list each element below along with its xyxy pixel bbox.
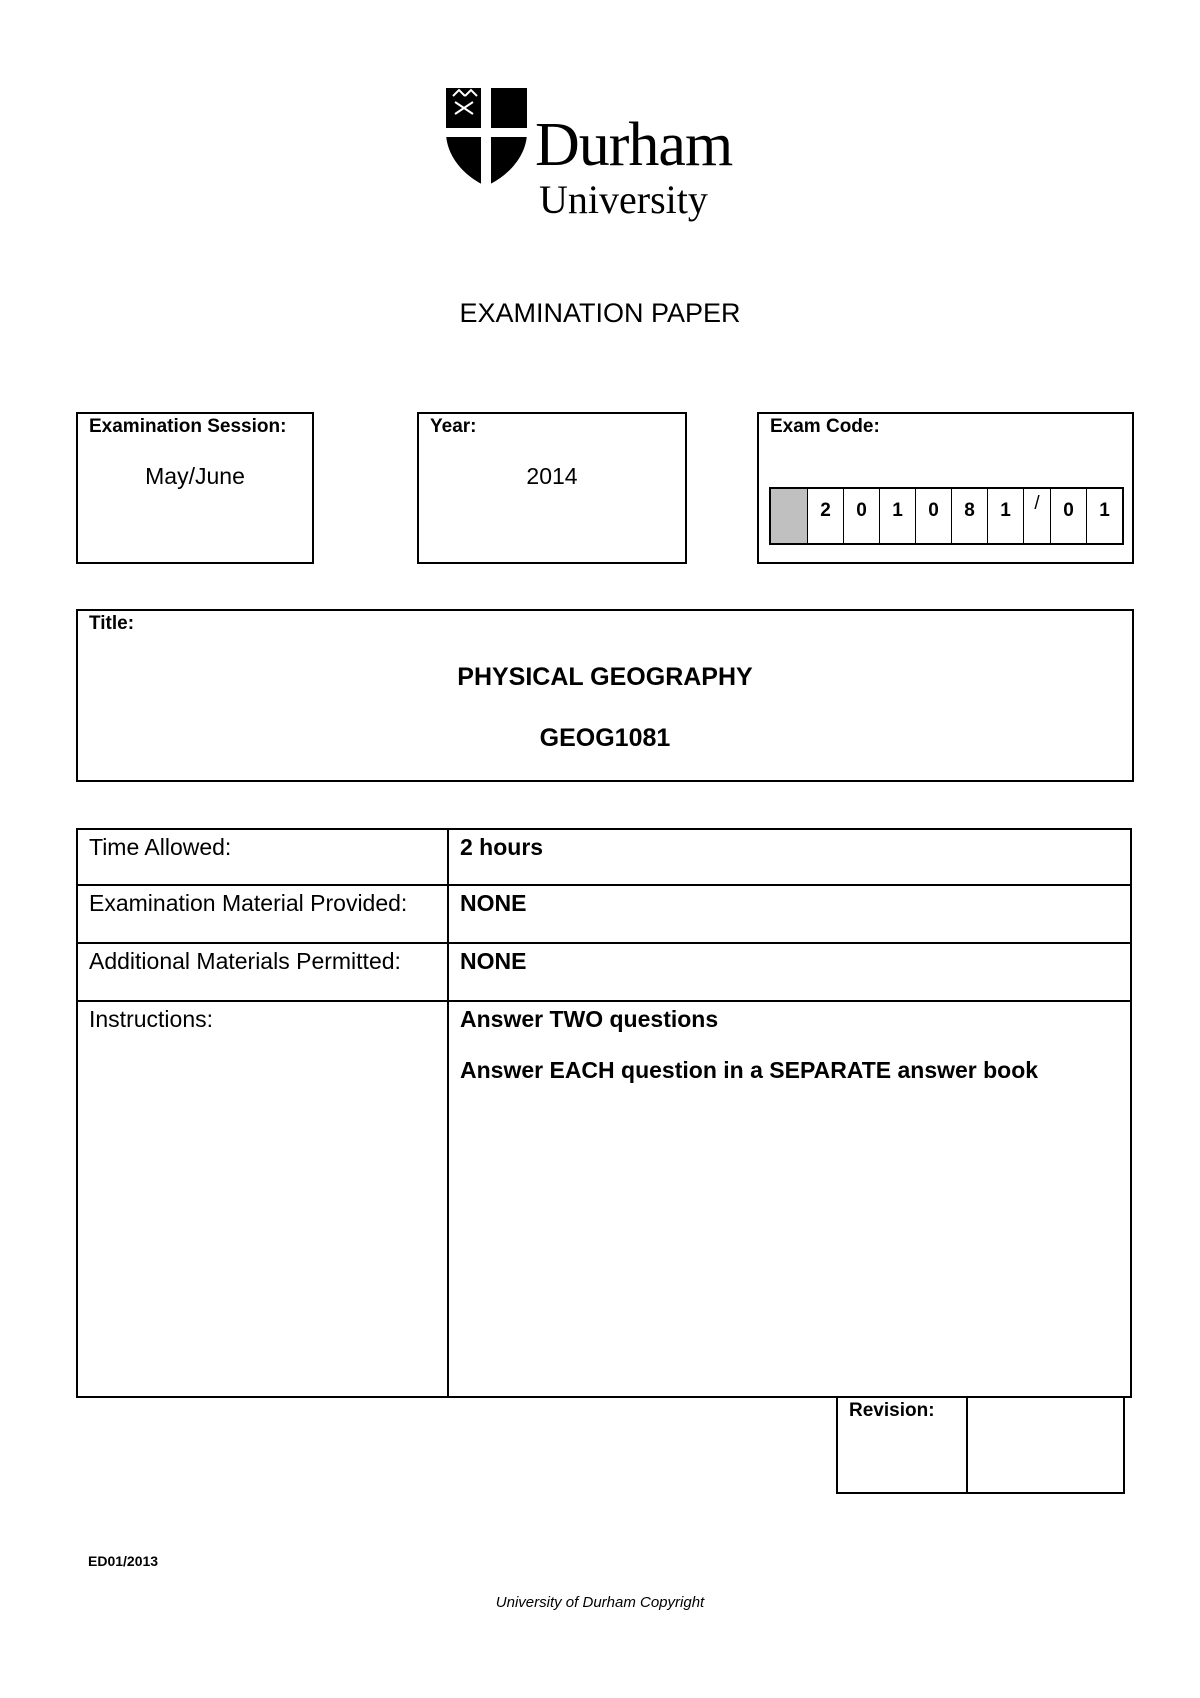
material-provided-label: Examination Material Provided: [77, 885, 448, 943]
table-row [77, 1001, 1131, 1397]
instructions-value [448, 1001, 1131, 1397]
additional-materials-label: Additional Materials Permitted: [77, 943, 448, 1001]
title-box [76, 609, 1134, 782]
table-row [77, 829, 1131, 885]
exam-details-table [76, 828, 1132, 1398]
table-row [77, 885, 1131, 943]
exam-code-cell: 1 [879, 489, 915, 543]
course-title: PHYSICAL GEOGRAPHY [457, 663, 753, 691]
session-value: May/June [145, 463, 245, 489]
form-code: ED01/2013 [88, 1553, 159, 1569]
year-label: Year: [430, 416, 477, 437]
crest-icon [443, 86, 533, 186]
year-box [417, 412, 687, 564]
revision-divider [966, 1396, 968, 1492]
exam-code-cells [769, 487, 1124, 545]
instructions-label: Instructions: [77, 1001, 448, 1397]
time-allowed-label: Time Allowed: [77, 829, 448, 885]
title-label: Title: [89, 613, 135, 634]
exam-heading: EXAMINATION PAPER [459, 298, 741, 328]
revision-label: Revision: [849, 1400, 935, 1421]
exam-code-cell: 0 [843, 489, 879, 543]
exam-code-cell: 8 [951, 489, 987, 543]
instruction-line: Answer TWO questions [460, 1006, 719, 1032]
material-provided-value: NONE [448, 885, 1131, 943]
additional-materials-value: NONE [448, 943, 1131, 1001]
copyright-notice: University of Durham Copyright [495, 1594, 705, 1611]
logo-subname: University [539, 177, 708, 222]
exam-code-label: Exam Code: [770, 416, 880, 437]
course-code: GEOG1081 [539, 724, 671, 752]
exam-code-cell: 1 [987, 489, 1023, 543]
logo-name: Durham [535, 111, 733, 179]
exam-code-cell: 2 [807, 489, 843, 543]
table-row [77, 943, 1131, 1001]
exam-code-cell: 0 [1050, 489, 1086, 543]
instruction-line: Answer EACH question in a SEPARATE answer book [460, 1057, 1039, 1083]
time-allowed-value: 2 hours [448, 829, 1131, 885]
exam-code-cell [771, 489, 807, 543]
session-box [76, 412, 314, 564]
revision-box [836, 1396, 1125, 1494]
exam-code-cell: 0 [915, 489, 951, 543]
exam-code-cell: 1 [1086, 489, 1122, 543]
session-label: Examination Session: [89, 416, 287, 437]
durham-university-logo [443, 86, 773, 231]
year-value: 2014 [526, 463, 578, 489]
exam-code-separator: / [1023, 489, 1050, 543]
exam-code-box [757, 412, 1134, 564]
